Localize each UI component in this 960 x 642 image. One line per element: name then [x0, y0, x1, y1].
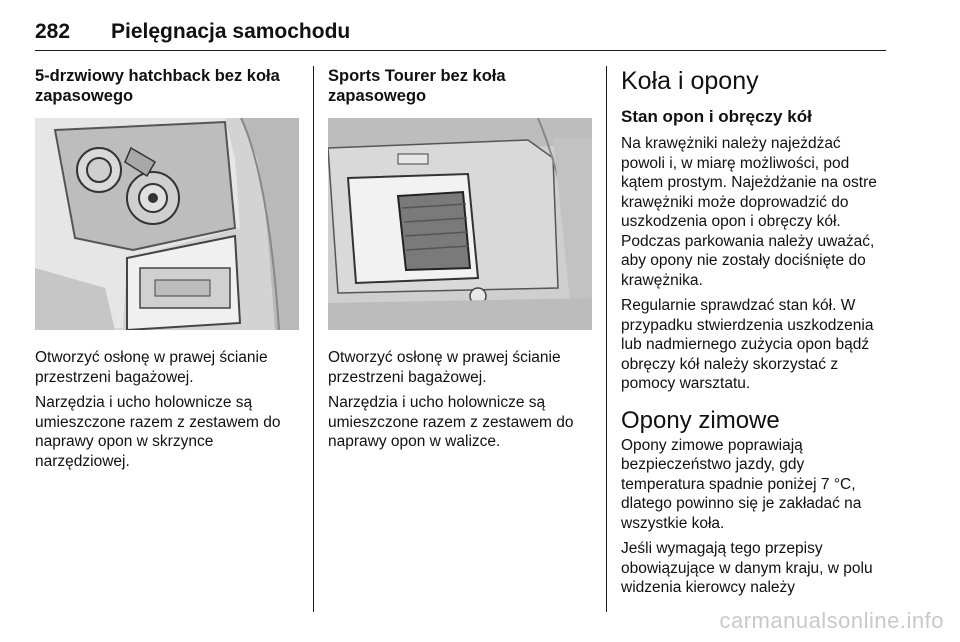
instruction-text: Narzędzia i ucho holownicze są umieszczone razem z zestawem do naprawy opon w skrzynce narzędziowej. [35, 394, 281, 470]
hatchback-trunk-illustration [35, 118, 299, 330]
section-heading-winter-tyres: Opony zimowe [621, 406, 780, 434]
header-divider [35, 50, 886, 51]
subsection-heading: Stan opon i obręczy kół [621, 107, 812, 126]
page-header [35, 20, 886, 50]
instruction-text: Otworzyć osłonę w prawej ścianie przestrzeni bagażowej. [35, 349, 268, 386]
body-text: Regularnie sprawdzać stan kół. W przypadku stwierdzenia uszkodzenia lub nadmiernego zużycia opon bądź obręczy kół należy skorzystać z pomocy warsztatu. [621, 297, 874, 392]
column-sports-tourer [328, 66, 592, 458]
watermark: carmanualsonline.info [719, 608, 944, 633]
section-heading: Koła i opony [621, 67, 759, 95]
column-divider [313, 66, 314, 612]
section-title: Pielęgnacja samochodu [111, 20, 351, 43]
page-number: 282 [35, 20, 71, 43]
body-text: Opony zimowe poprawiają bezpieczeństwo jazdy, gdy temperatura spadnie poniżej 7 °C, dlatego powinno się je zakładać na wszystkie koła. [621, 436, 862, 532]
column-wheels-tyres [621, 66, 887, 604]
hatchback-heading: 5-drzwiowy hatchback bez koła zapasowego [35, 67, 280, 105]
sports-tourer-trunk-illustration [328, 118, 592, 330]
body-text: Jeśli wymagają tego przepisy obowiązujące w danym kraju, w polu widzenia kierowcy należy [621, 540, 873, 596]
instruction-text: Otworzyć osłonę w prawej ścianie przestrzeni bagażowej. [328, 349, 561, 386]
body-text: Na krawężniki należy najeżdżać powoli i, w miarę możliwości, pod kątem prostym. Najeżdżanie na ostre krawężniki może doprowadzić do uszkodzenia opon i obręczy kół. Podczas parkowania należy uważać, aby opony nie zostały dociśnięte do krawężnika. [621, 135, 877, 289]
column-hatchback [35, 66, 299, 477]
sports-tourer-heading: Sports Tourer bez koła zapasowego [328, 67, 506, 105]
column-divider [606, 66, 607, 612]
instruction-text: Narzędzia i ucho holownicze są umieszczone razem z zestawem do naprawy opon w walizce. [328, 394, 574, 450]
